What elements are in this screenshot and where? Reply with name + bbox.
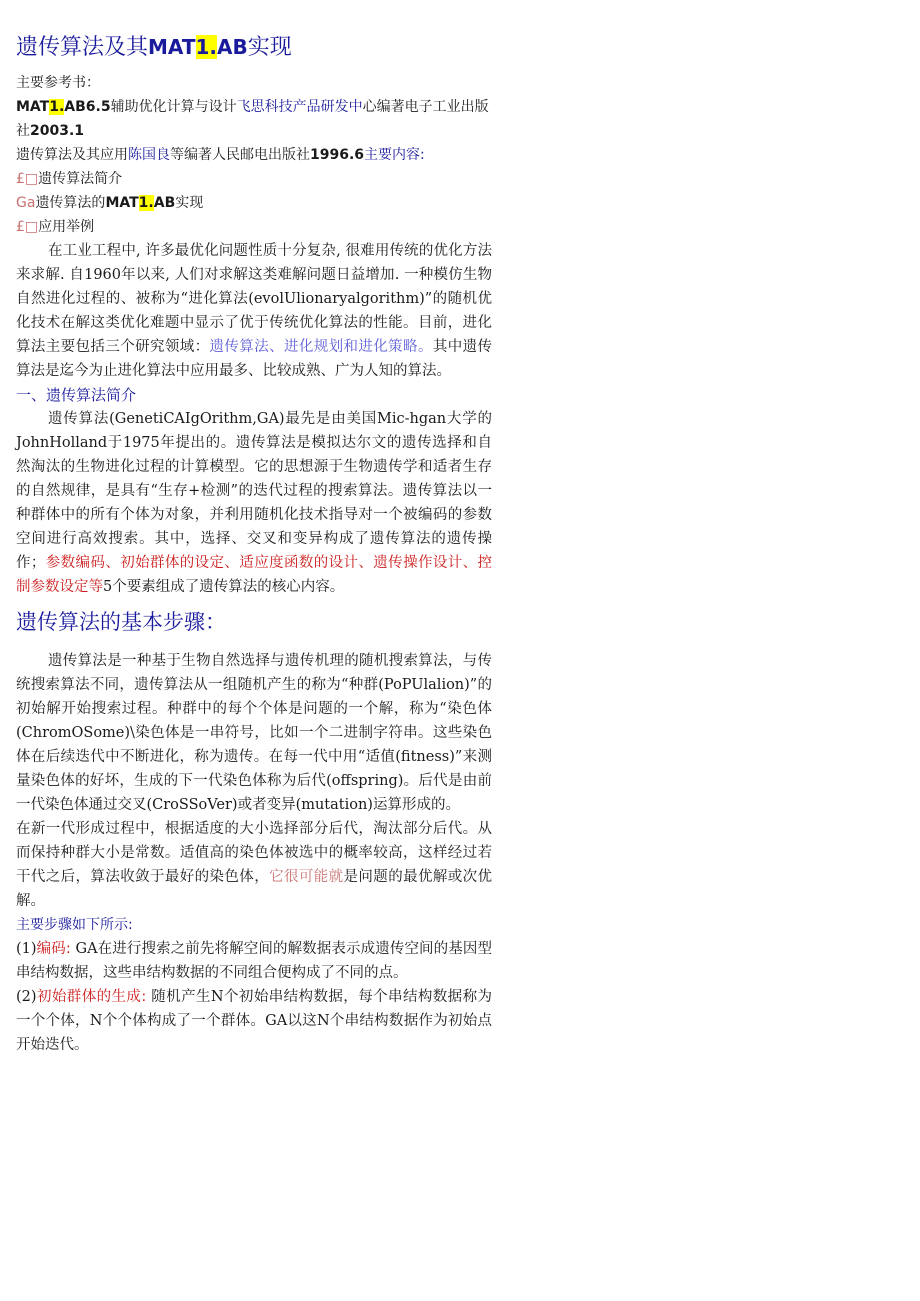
- reference-1: MAT1.AB6.5辅助优化计算与设计飞思科技产品研发中心编著电子工业出版 社2003.1: [16, 99, 489, 139]
- steps-heading: 主要步骤如下所示:: [16, 917, 133, 933]
- intro-paragraph: 在工业工程中, 许多最优化问题性质十分复杂, 很难用传统的优化方法来求解. 自1960年以来, 人们对求解这类难解问题日益增加. 一种模仿生物自然进化过程的、被称为“进化算法(evolUlionaryalgorithm)”的随机优化技术在解这类优化难题中显示了优于传统优化算法的性能。目前，进化算法主要包括三个研究领域：遗传算法、进化规划和进化策略。其中遗传算法是迄今为止进化算法中应用最多、比较成熟、广为人知的算法。: [16, 243, 493, 379]
- document-title: 遗传算法及其MAT1.AB实现: [16, 35, 292, 60]
- step-2: (2)初始群体的生成: 随机产生N个初始串结构数据，每个串结构数据称为一个个体，N个个体构成了一个群体。GA以这N个串结构数据作为初始点开始迭代。: [16, 989, 493, 1053]
- document-page: [16, 30, 492, 1057]
- contents-item: £□遗传算法简介: [16, 171, 123, 187]
- section-2-paragraph-1: 遗传算法是一种基于生物自然选择与遗传机理的随机搜索算法，与传统搜索算法不同，遗传算法从一组随机产生的称为“种群(PoPUlalion)”的初始解开始搜索过程。种群中的每个个体是问题的一个解，称为“染色体(ChromOSome)\染色体是一串符号，比如一个二进制字符串。这些染色体在后续迭代中不断进化，称为遗传。在每一代中用“适值(fitness)”来测量染色体的好坏，生成的下一代染色体称为后代(offspring)。后代是由前一代染色体通过交叉(CroSSoVer)或者变异(mutation)运算形成的。: [16, 653, 492, 813]
- bullet-icon: Ga: [16, 195, 36, 211]
- references-label: 主要参考书：: [16, 75, 100, 91]
- section-1-heading: 一、遗传算法简介: [16, 386, 137, 404]
- step-1: (1)编码: GA在进行搜索之前先将解空间的解数据表示成遗传空间的基因型串结构数据，这些串结构数据的不同组合便构成了不同的点。: [16, 941, 492, 981]
- section-2-heading: 遗传算法的基本步骤：: [16, 610, 226, 634]
- reference-2: 遗传算法及其应用陈国良等编著人民邮电出版社1996.6主要内容:: [16, 147, 425, 163]
- bullet-icon: £□: [16, 171, 39, 187]
- contents-item: Ga遗传算法的MAT1.AB实现: [16, 195, 204, 211]
- section-2-paragraph-2: 在新一代形成过程中，根据适度的大小选择部分后代，淘汰部分后代。从而保持种群大小是常数。适值高的染色体被选中的概率较高，这样经过若干代之后，算法收敛于最好的染色体，它很可能就是问题的最优解或次优解。: [16, 821, 493, 909]
- contents-item: £□应用举例: [16, 219, 95, 235]
- bullet-icon: £□: [16, 219, 39, 235]
- section-1-paragraph: 遗传算法(GenetiCAIgOrithm,GA)最先是由美国Mic-hgan大学的JohnHolland于1975年提出的。遗传算法是模拟达尔文的遗传选择和自然淘汰的生物进化过程的计算模型。它的思想源于生物遗传学和适者生存的自然规律，是具有“生存+检测”的迭代过程的搜索算法。遗传算法以一种群体中的所有个体为对象，并利用随机化技术指导对一个被编码的参数空间进行高效搜索。其中，选择、交叉和变异构成了遗传算法的遗传操作；参数编码、初始群体的设定、适应度函数的设计、遗传操作设计、控制参数设定等5个要素组成了遗传算法的核心内容。: [16, 411, 493, 595]
